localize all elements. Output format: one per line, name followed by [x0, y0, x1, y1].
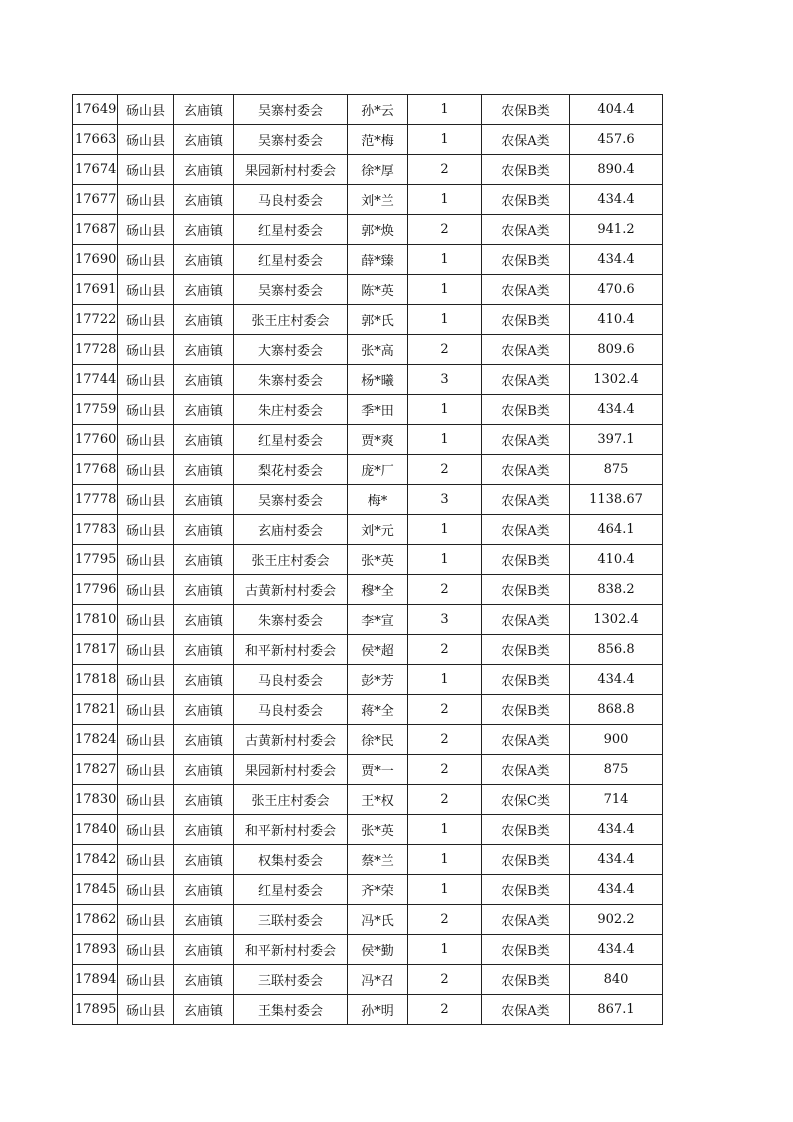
table-row — [73, 605, 663, 635]
name-cell: 穆*全 — [348, 575, 408, 605]
record-id-cell: 17818 — [73, 665, 118, 695]
town-cell: 玄庙镇 — [174, 95, 234, 125]
county-cell: 砀山县 — [118, 815, 174, 845]
table-row — [73, 905, 663, 935]
count-cell: 1 — [408, 545, 482, 575]
count-cell: 3 — [408, 605, 482, 635]
county-cell: 砀山县 — [118, 455, 174, 485]
record-id-cell: 17845 — [73, 875, 118, 905]
record-id-cell: 17674 — [73, 155, 118, 185]
village-cell: 果园新村村委会 — [234, 155, 348, 185]
category-cell: 农保A类 — [482, 125, 570, 155]
table-row — [73, 935, 663, 965]
village-cell: 吴寨村委会 — [234, 485, 348, 515]
record-table — [72, 94, 663, 1025]
category-cell: 农保B类 — [482, 185, 570, 215]
town-cell: 玄庙镇 — [174, 725, 234, 755]
count-cell: 3 — [408, 485, 482, 515]
county-cell: 砀山县 — [118, 665, 174, 695]
name-cell: 季*田 — [348, 395, 408, 425]
record-id-cell: 17759 — [73, 395, 118, 425]
amount-cell: 714 — [570, 785, 663, 815]
amount-cell: 410.4 — [570, 305, 663, 335]
amount-cell: 434.4 — [570, 395, 663, 425]
village-cell: 马良村委会 — [234, 185, 348, 215]
record-id-cell: 17677 — [73, 185, 118, 215]
town-cell: 玄庙镇 — [174, 125, 234, 155]
county-cell: 砀山县 — [118, 545, 174, 575]
amount-cell: 434.4 — [570, 815, 663, 845]
county-cell: 砀山县 — [118, 695, 174, 725]
record-id-cell: 17687 — [73, 215, 118, 245]
town-cell: 玄庙镇 — [174, 485, 234, 515]
name-cell: 孙*云 — [348, 95, 408, 125]
town-cell: 玄庙镇 — [174, 365, 234, 395]
amount-cell: 890.4 — [570, 155, 663, 185]
amount-cell: 434.4 — [570, 935, 663, 965]
town-cell: 玄庙镇 — [174, 395, 234, 425]
name-cell: 冯*氏 — [348, 905, 408, 935]
town-cell: 玄庙镇 — [174, 425, 234, 455]
county-cell: 砀山县 — [118, 575, 174, 605]
village-cell: 梨花村委会 — [234, 455, 348, 485]
county-cell: 砀山县 — [118, 845, 174, 875]
county-cell: 砀山县 — [118, 185, 174, 215]
county-cell: 砀山县 — [118, 515, 174, 545]
table-row — [73, 245, 663, 275]
name-cell: 徐*民 — [348, 725, 408, 755]
county-cell: 砀山县 — [118, 965, 174, 995]
town-cell: 玄庙镇 — [174, 605, 234, 635]
table-row — [73, 95, 663, 125]
village-cell: 古黄新村村委会 — [234, 725, 348, 755]
name-cell: 贾*爽 — [348, 425, 408, 455]
name-cell: 范*梅 — [348, 125, 408, 155]
name-cell: 郭*氏 — [348, 305, 408, 335]
name-cell: 孙*明 — [348, 995, 408, 1025]
count-cell: 3 — [408, 365, 482, 395]
count-cell: 2 — [408, 785, 482, 815]
category-cell: 农保B类 — [482, 965, 570, 995]
county-cell: 砀山县 — [118, 875, 174, 905]
village-cell: 权集村委会 — [234, 845, 348, 875]
amount-cell: 838.2 — [570, 575, 663, 605]
table-row — [73, 275, 663, 305]
name-cell: 齐*荣 — [348, 875, 408, 905]
table-row — [73, 485, 663, 515]
amount-cell: 434.4 — [570, 665, 663, 695]
record-id-cell: 17824 — [73, 725, 118, 755]
town-cell: 玄庙镇 — [174, 245, 234, 275]
count-cell: 2 — [408, 335, 482, 365]
town-cell: 玄庙镇 — [174, 785, 234, 815]
amount-cell: 840 — [570, 965, 663, 995]
town-cell: 玄庙镇 — [174, 545, 234, 575]
count-cell: 2 — [408, 635, 482, 665]
town-cell: 玄庙镇 — [174, 905, 234, 935]
table-row — [73, 995, 663, 1025]
count-cell: 2 — [408, 725, 482, 755]
category-cell: 农保A类 — [482, 335, 570, 365]
town-cell: 玄庙镇 — [174, 935, 234, 965]
table-row — [73, 425, 663, 455]
count-cell: 2 — [408, 755, 482, 785]
record-id-cell: 17796 — [73, 575, 118, 605]
name-cell: 薛*臻 — [348, 245, 408, 275]
name-cell: 冯*召 — [348, 965, 408, 995]
table-row — [73, 125, 663, 155]
county-cell: 砀山县 — [118, 395, 174, 425]
count-cell: 1 — [408, 95, 482, 125]
village-cell: 朱庄村委会 — [234, 395, 348, 425]
table-row — [73, 845, 663, 875]
village-cell: 朱寨村委会 — [234, 605, 348, 635]
name-cell: 蔡*兰 — [348, 845, 408, 875]
town-cell: 玄庙镇 — [174, 755, 234, 785]
county-cell: 砀山县 — [118, 335, 174, 365]
county-cell: 砀山县 — [118, 245, 174, 275]
amount-cell: 1138.67 — [570, 485, 663, 515]
name-cell: 王*权 — [348, 785, 408, 815]
count-cell: 2 — [408, 575, 482, 605]
count-cell: 2 — [408, 995, 482, 1025]
category-cell: 农保A类 — [482, 725, 570, 755]
village-cell: 张王庄村委会 — [234, 545, 348, 575]
amount-cell: 868.8 — [570, 695, 663, 725]
count-cell: 1 — [408, 875, 482, 905]
table-row — [73, 305, 663, 335]
count-cell: 2 — [408, 965, 482, 995]
count-cell: 2 — [408, 905, 482, 935]
county-cell: 砀山县 — [118, 275, 174, 305]
amount-cell: 1302.4 — [570, 365, 663, 395]
town-cell: 玄庙镇 — [174, 515, 234, 545]
category-cell: 农保B类 — [482, 245, 570, 275]
name-cell: 杨*曦 — [348, 365, 408, 395]
table-row — [73, 755, 663, 785]
count-cell: 2 — [408, 695, 482, 725]
name-cell: 彭*芳 — [348, 665, 408, 695]
category-cell: 农保A类 — [482, 485, 570, 515]
name-cell: 刘*元 — [348, 515, 408, 545]
table-row — [73, 335, 663, 365]
category-cell: 农保A类 — [482, 215, 570, 245]
count-cell: 2 — [408, 455, 482, 485]
name-cell: 蒋*全 — [348, 695, 408, 725]
village-cell: 古黄新村村委会 — [234, 575, 348, 605]
record-id-cell: 17895 — [73, 995, 118, 1025]
count-cell: 1 — [408, 395, 482, 425]
amount-cell: 867.1 — [570, 995, 663, 1025]
table-row — [73, 965, 663, 995]
amount-cell: 875 — [570, 755, 663, 785]
county-cell: 砀山县 — [118, 155, 174, 185]
village-cell: 红星村委会 — [234, 215, 348, 245]
name-cell: 李*宣 — [348, 605, 408, 635]
town-cell: 玄庙镇 — [174, 815, 234, 845]
category-cell: 农保B类 — [482, 695, 570, 725]
county-cell: 砀山县 — [118, 485, 174, 515]
table-row — [73, 665, 663, 695]
county-cell: 砀山县 — [118, 425, 174, 455]
record-id-cell: 17778 — [73, 485, 118, 515]
village-cell: 红星村委会 — [234, 245, 348, 275]
table-body — [73, 95, 663, 1025]
record-id-cell: 17744 — [73, 365, 118, 395]
count-cell: 1 — [408, 125, 482, 155]
category-cell: 农保A类 — [482, 455, 570, 485]
count-cell: 2 — [408, 155, 482, 185]
name-cell: 侯*超 — [348, 635, 408, 665]
table-row — [73, 785, 663, 815]
amount-cell: 464.1 — [570, 515, 663, 545]
county-cell: 砀山县 — [118, 95, 174, 125]
name-cell: 梅* — [348, 485, 408, 515]
name-cell: 贾*一 — [348, 755, 408, 785]
town-cell: 玄庙镇 — [174, 665, 234, 695]
category-cell: 农保B类 — [482, 155, 570, 185]
county-cell: 砀山县 — [118, 125, 174, 155]
record-id-cell: 17893 — [73, 935, 118, 965]
category-cell: 农保B类 — [482, 815, 570, 845]
town-cell: 玄庙镇 — [174, 845, 234, 875]
town-cell: 玄庙镇 — [174, 215, 234, 245]
category-cell: 农保B类 — [482, 95, 570, 125]
town-cell: 玄庙镇 — [174, 635, 234, 665]
village-cell: 和平新村村委会 — [234, 815, 348, 845]
table-row — [73, 215, 663, 245]
town-cell: 玄庙镇 — [174, 305, 234, 335]
county-cell: 砀山县 — [118, 935, 174, 965]
town-cell: 玄庙镇 — [174, 965, 234, 995]
amount-cell: 434.4 — [570, 845, 663, 875]
record-id-cell: 17690 — [73, 245, 118, 275]
village-cell: 玄庙村委会 — [234, 515, 348, 545]
name-cell: 徐*厚 — [348, 155, 408, 185]
village-cell: 张王庄村委会 — [234, 305, 348, 335]
record-id-cell: 17722 — [73, 305, 118, 335]
table-row — [73, 815, 663, 845]
category-cell: 农保B类 — [482, 395, 570, 425]
record-id-cell: 17840 — [73, 815, 118, 845]
table-row — [73, 155, 663, 185]
county-cell: 砀山县 — [118, 635, 174, 665]
record-id-cell: 17663 — [73, 125, 118, 155]
amount-cell: 809.6 — [570, 335, 663, 365]
table-row — [73, 725, 663, 755]
name-cell: 郭*焕 — [348, 215, 408, 245]
county-cell: 砀山县 — [118, 785, 174, 815]
category-cell: 农保B类 — [482, 635, 570, 665]
town-cell: 玄庙镇 — [174, 185, 234, 215]
amount-cell: 470.6 — [570, 275, 663, 305]
amount-cell: 404.4 — [570, 95, 663, 125]
village-cell: 三联村委会 — [234, 965, 348, 995]
amount-cell: 875 — [570, 455, 663, 485]
table-row — [73, 185, 663, 215]
record-id-cell: 17760 — [73, 425, 118, 455]
town-cell: 玄庙镇 — [174, 995, 234, 1025]
amount-cell: 457.6 — [570, 125, 663, 155]
county-cell: 砀山县 — [118, 755, 174, 785]
category-cell: 农保B类 — [482, 305, 570, 335]
town-cell: 玄庙镇 — [174, 335, 234, 365]
category-cell: 农保A类 — [482, 275, 570, 305]
amount-cell: 434.4 — [570, 185, 663, 215]
record-id-cell: 17783 — [73, 515, 118, 545]
amount-cell: 900 — [570, 725, 663, 755]
village-cell: 三联村委会 — [234, 905, 348, 935]
record-id-cell: 17768 — [73, 455, 118, 485]
amount-cell: 397.1 — [570, 425, 663, 455]
village-cell: 和平新村村委会 — [234, 935, 348, 965]
count-cell: 1 — [408, 275, 482, 305]
category-cell: 农保A类 — [482, 365, 570, 395]
count-cell: 1 — [408, 425, 482, 455]
category-cell: 农保C类 — [482, 785, 570, 815]
town-cell: 玄庙镇 — [174, 275, 234, 305]
table-row — [73, 395, 663, 425]
category-cell: 农保A类 — [482, 995, 570, 1025]
category-cell: 农保A类 — [482, 605, 570, 635]
category-cell: 农保B类 — [482, 575, 570, 605]
record-id-cell: 17817 — [73, 635, 118, 665]
village-cell: 吴寨村委会 — [234, 275, 348, 305]
town-cell: 玄庙镇 — [174, 875, 234, 905]
amount-cell: 434.4 — [570, 245, 663, 275]
record-id-cell: 17842 — [73, 845, 118, 875]
category-cell: 农保A类 — [482, 905, 570, 935]
amount-cell: 410.4 — [570, 545, 663, 575]
count-cell: 2 — [408, 215, 482, 245]
table-row — [73, 695, 663, 725]
village-cell: 朱寨村委会 — [234, 365, 348, 395]
record-id-cell: 17827 — [73, 755, 118, 785]
county-cell: 砀山县 — [118, 365, 174, 395]
category-cell: 农保B类 — [482, 845, 570, 875]
record-id-cell: 17649 — [73, 95, 118, 125]
table-row — [73, 575, 663, 605]
count-cell: 1 — [408, 665, 482, 695]
town-cell: 玄庙镇 — [174, 695, 234, 725]
record-id-cell: 17795 — [73, 545, 118, 575]
town-cell: 玄庙镇 — [174, 455, 234, 485]
village-cell: 王集村委会 — [234, 995, 348, 1025]
name-cell: 陈*英 — [348, 275, 408, 305]
county-cell: 砀山县 — [118, 995, 174, 1025]
count-cell: 1 — [408, 935, 482, 965]
county-cell: 砀山县 — [118, 305, 174, 335]
record-id-cell: 17894 — [73, 965, 118, 995]
count-cell: 1 — [408, 845, 482, 875]
record-id-cell: 17862 — [73, 905, 118, 935]
village-cell: 吴寨村委会 — [234, 125, 348, 155]
village-cell: 张王庄村委会 — [234, 785, 348, 815]
village-cell: 果园新村村委会 — [234, 755, 348, 785]
county-cell: 砀山县 — [118, 605, 174, 635]
category-cell: 农保B类 — [482, 875, 570, 905]
village-cell: 大寨村委会 — [234, 335, 348, 365]
village-cell: 红星村委会 — [234, 425, 348, 455]
record-id-cell: 17728 — [73, 335, 118, 365]
name-cell: 张*英 — [348, 815, 408, 845]
county-cell: 砀山县 — [118, 215, 174, 245]
category-cell: 农保B类 — [482, 935, 570, 965]
village-cell: 吴寨村委会 — [234, 95, 348, 125]
name-cell: 庞*厂 — [348, 455, 408, 485]
table-row — [73, 545, 663, 575]
name-cell: 张*英 — [348, 545, 408, 575]
village-cell: 马良村委会 — [234, 695, 348, 725]
table-row — [73, 515, 663, 545]
record-id-cell: 17821 — [73, 695, 118, 725]
category-cell: 农保B类 — [482, 545, 570, 575]
category-cell: 农保A类 — [482, 755, 570, 785]
amount-cell: 902.2 — [570, 905, 663, 935]
name-cell: 刘*兰 — [348, 185, 408, 215]
name-cell: 张*高 — [348, 335, 408, 365]
table-row — [73, 365, 663, 395]
record-id-cell: 17810 — [73, 605, 118, 635]
count-cell: 1 — [408, 515, 482, 545]
count-cell: 1 — [408, 185, 482, 215]
county-cell: 砀山县 — [118, 725, 174, 755]
amount-cell: 941.2 — [570, 215, 663, 245]
town-cell: 玄庙镇 — [174, 575, 234, 605]
amount-cell: 434.4 — [570, 875, 663, 905]
record-id-cell: 17691 — [73, 275, 118, 305]
name-cell: 侯*勤 — [348, 935, 408, 965]
count-cell: 1 — [408, 815, 482, 845]
village-cell: 和平新村村委会 — [234, 635, 348, 665]
category-cell: 农保A类 — [482, 515, 570, 545]
record-id-cell: 17830 — [73, 785, 118, 815]
village-cell: 红星村委会 — [234, 875, 348, 905]
table-row — [73, 875, 663, 905]
village-cell: 马良村委会 — [234, 665, 348, 695]
category-cell: 农保A类 — [482, 425, 570, 455]
county-cell: 砀山县 — [118, 905, 174, 935]
amount-cell: 856.8 — [570, 635, 663, 665]
table-row — [73, 455, 663, 485]
amount-cell: 1302.4 — [570, 605, 663, 635]
category-cell: 农保B类 — [482, 665, 570, 695]
town-cell: 玄庙镇 — [174, 155, 234, 185]
count-cell: 1 — [408, 305, 482, 335]
table-row — [73, 635, 663, 665]
count-cell: 1 — [408, 245, 482, 275]
